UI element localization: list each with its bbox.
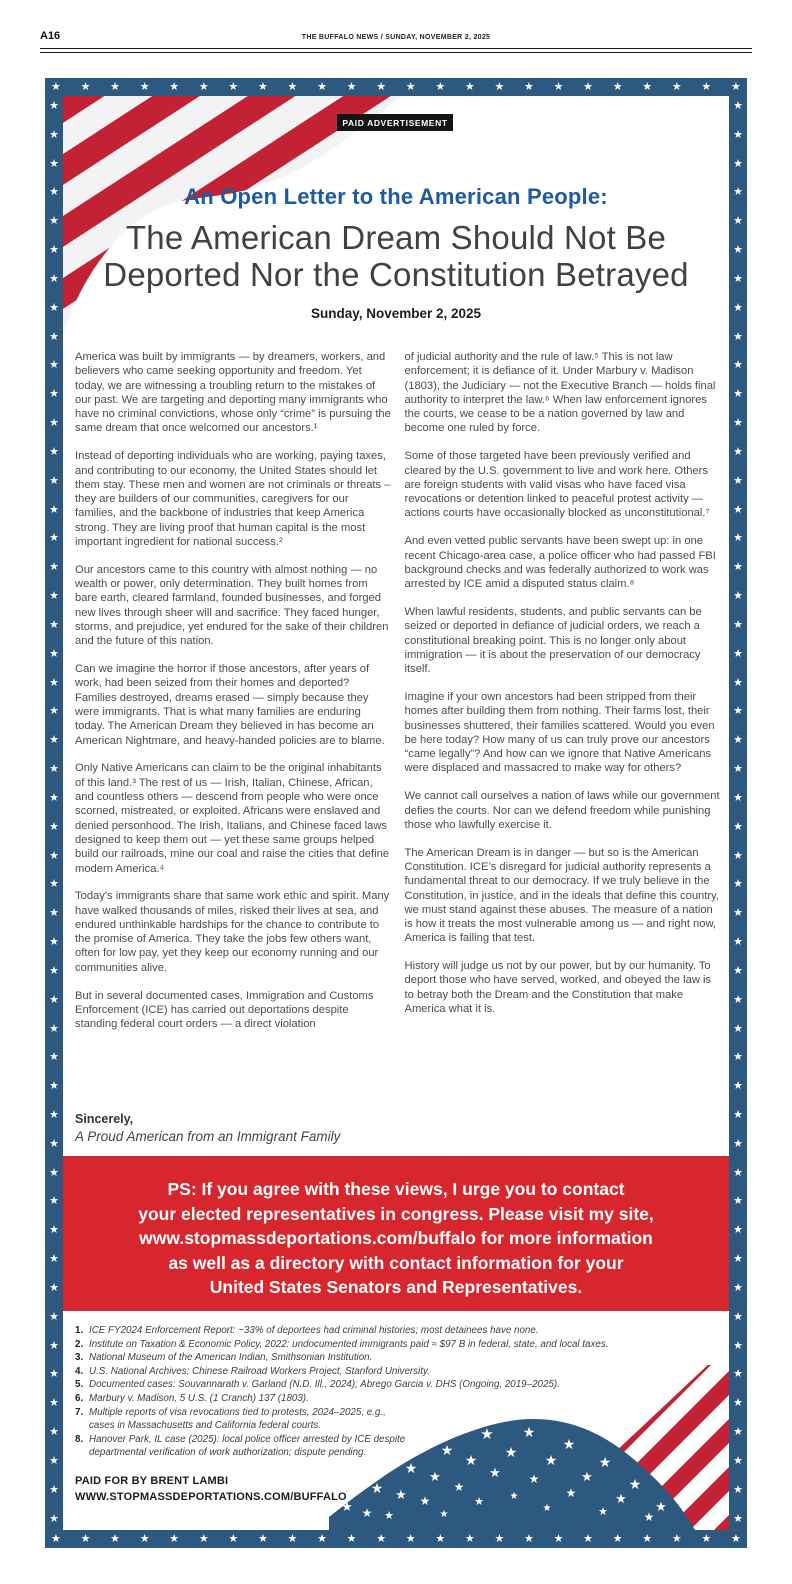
star-icon: ★ xyxy=(49,157,59,170)
paragraph: Only Native Americans can claim to be the original inhabitants of this land.³ The rest of us — Irish, Italian, Chinese, African, and countless others — descend from people who were once scorned, mistreated, or exploited. Africans were enslaved and denied personhood. The Irish, Italians, and Chinese faced laws designed to keep them out — yet these same groups helped build our railroads, mine our coal and raise the cities that define modern America.⁴ xyxy=(75,762,390,875)
paragraph: of judicial authority and the rule of law.⁵ This is not law enforcement; it is defiance of it. Under Marbury v. Madison (1803), the Judiciary — not the Executive Branch — holds final authority to interpret the law.⁶ When law enforcement ignores the courts, we cease to be a nation governed by law and become one ruled by force. xyxy=(404,351,716,435)
signoff-signature: A Proud American from an Immigrant Family xyxy=(75,1129,341,1144)
svg-text:★: ★ xyxy=(598,1454,612,1470)
svg-text:★: ★ xyxy=(628,1476,642,1492)
star-icon: ★ xyxy=(80,1532,91,1545)
paid-advertisement-label: PAID ADVERTISEMENT xyxy=(337,114,453,131)
star-icon: ★ xyxy=(494,80,505,93)
star-icon: ★ xyxy=(733,1253,743,1266)
star-icon: ★ xyxy=(733,1224,743,1237)
footnote-text: Multiple reports of visa revocations tied to protests, 2024–2025; e.g., xyxy=(89,1406,386,1418)
star-icon: ★ xyxy=(49,647,59,660)
advertisement xyxy=(45,78,747,1548)
footnote-number: 6. xyxy=(75,1392,84,1404)
star-icon: ★ xyxy=(524,80,534,93)
body-column-left xyxy=(75,350,393,1045)
star-icon: ★ xyxy=(733,791,743,804)
star-icon: ★ xyxy=(733,1022,743,1035)
footnote-text-continued: departmental verification of work authorization; dispute pending. xyxy=(89,1447,367,1459)
star-icon: ★ xyxy=(49,532,59,545)
star-icon: ★ xyxy=(733,1454,743,1467)
ps-line: as well as a directory with contact information for your xyxy=(168,1252,624,1273)
footnote-number: 3. xyxy=(75,1352,84,1364)
star-icon: ★ xyxy=(730,1532,741,1545)
star-icon: ★ xyxy=(49,590,59,603)
signoff-sincerely: Sincerely, xyxy=(75,1112,134,1126)
footnote-number: 2. xyxy=(75,1338,84,1350)
star-icon: ★ xyxy=(733,417,743,430)
star-icon: ★ xyxy=(435,1532,446,1545)
date-line: Sunday, November 2, 2025 xyxy=(310,306,482,321)
star-icon: ★ xyxy=(733,590,743,603)
star-icon: ★ xyxy=(733,474,743,487)
svg-text:★: ★ xyxy=(581,1469,593,1484)
star-icon: ★ xyxy=(49,1253,59,1266)
svg-text:★: ★ xyxy=(542,1503,552,1514)
star-icon: ★ xyxy=(139,1532,150,1545)
ps-line: PS: If you agree with these views, I urge you to contact xyxy=(167,1179,625,1199)
star-icon: ★ xyxy=(733,1051,743,1064)
star-icon: ★ xyxy=(49,618,59,631)
svg-text:★: ★ xyxy=(429,1469,441,1484)
star-icon: ★ xyxy=(346,80,357,93)
svg-text:★: ★ xyxy=(439,1509,449,1520)
star-icon: ★ xyxy=(733,705,743,718)
star-icon: ★ xyxy=(49,561,59,574)
star-icon: ★ xyxy=(405,1532,416,1545)
star-icon: ★ xyxy=(733,964,743,977)
star-icon: ★ xyxy=(701,1532,712,1545)
star-icon: ★ xyxy=(524,1532,534,1545)
svg-text:★: ★ xyxy=(528,1472,540,1486)
star-icon: ★ xyxy=(49,763,59,776)
star-icon: ★ xyxy=(169,80,180,93)
star-icon: ★ xyxy=(49,993,59,1006)
star-icon: ★ xyxy=(733,1281,743,1294)
star-icon: ★ xyxy=(49,359,59,372)
star-icon: ★ xyxy=(49,1454,59,1467)
star-icon: ★ xyxy=(733,647,743,660)
star-icon: ★ xyxy=(257,1532,268,1545)
star-icon: ★ xyxy=(49,820,59,833)
paragraph: Can we imagine the horror if those ancestors, after years of work, had been seized from their homes and deported? Families destroyed, dreams erased — simply because they were immigrants. That is what many families are enduring today. The American Dream they believed in has become an American Nightmare, and heavy-handed policies are to blame. xyxy=(75,663,385,747)
footnote-item xyxy=(75,1365,675,1379)
star-icon: ★ xyxy=(51,80,61,93)
star-icon: ★ xyxy=(733,1080,743,1093)
star-icon: ★ xyxy=(49,705,59,718)
star-icon: ★ xyxy=(733,936,743,949)
star-icon: ★ xyxy=(49,1426,59,1439)
star-icon: ★ xyxy=(317,80,327,93)
paragraph: Instead of deporting individuals who are working, paying taxes, and contributing to our economy, the United States should let them stay. These men and women are not criminals or threats – they are builders of our communities, caregivers for our families, and the backbone of industries that keep America strong. They are living proof that human capital is the most important ingredient for national success.² xyxy=(75,450,391,549)
star-icon: ★ xyxy=(228,80,239,93)
star-icon: ★ xyxy=(642,1532,653,1545)
headline-line-1: The American Dream Should Not Be xyxy=(125,219,667,256)
star-icon: ★ xyxy=(733,763,743,776)
footnote-item xyxy=(75,1351,675,1365)
star-icon: ★ xyxy=(49,388,59,401)
star-icon: ★ xyxy=(49,1368,59,1381)
svg-text:★: ★ xyxy=(565,1486,577,1500)
star-icon: ★ xyxy=(49,445,59,458)
star-icon: ★ xyxy=(612,1532,623,1545)
star-border-left xyxy=(45,96,63,1530)
svg-text:★: ★ xyxy=(419,1494,431,1508)
star-icon: ★ xyxy=(733,993,743,1006)
star-icon: ★ xyxy=(49,100,59,112)
footnote-text-continued: cases in Massachusetts and California federal courts. xyxy=(89,1420,321,1432)
star-icon: ★ xyxy=(733,301,743,314)
star-icon: ★ xyxy=(346,1532,357,1545)
ad-footer xyxy=(75,1474,347,1505)
star-icon: ★ xyxy=(553,80,564,93)
star-icon: ★ xyxy=(49,272,59,285)
paragraph: History will judge us not by our power, but by our humanity. To deport those who have served, worked, and obeyed the law is to betray both the Dream and the Constitution that make America what it is. xyxy=(404,960,712,1016)
star-icon: ★ xyxy=(110,1532,120,1545)
svg-text:★: ★ xyxy=(598,1506,608,1518)
star-icon: ★ xyxy=(49,1166,59,1179)
ps-line: your elected representatives in congress. Please visit my site, xyxy=(138,1203,654,1224)
star-icon: ★ xyxy=(733,215,743,228)
footnote-number: 1. xyxy=(75,1325,84,1336)
star-icon: ★ xyxy=(733,503,743,516)
star-icon: ★ xyxy=(139,80,150,93)
paragraph: When lawful residents, students, and public servants can be seized or deported in defiance of judicial orders, we reach a constitutional breaking point. This is no longer only about immigration — it is about the preservation of our democracy itself. xyxy=(404,605,702,676)
star-icon: ★ xyxy=(49,1108,59,1121)
footnote-number: 4. xyxy=(75,1365,84,1377)
star-icon: ★ xyxy=(49,215,59,228)
star-icon: ★ xyxy=(49,849,59,862)
svg-text:★: ★ xyxy=(615,1491,627,1506)
letter-body xyxy=(75,350,722,1045)
paragraph: America was built by immigrants — by dreamers, workers, and believers who came seeking opportunity and freedom. Yet today, we are witnessing a troubling return to the mistakes of our past. We are targeting and deporting many immigrants who have no criminal convictions, whose only “crime” is pursuing the same dream that once welcomed our ancestors.¹ xyxy=(75,351,391,435)
footnote-text: National Museum of the American Indian, Smithsonian Institution. xyxy=(89,1352,373,1364)
star-icon: ★ xyxy=(553,1532,564,1545)
star-icon: ★ xyxy=(49,1224,59,1237)
star-icon: ★ xyxy=(733,532,743,545)
footnote-item xyxy=(75,1338,675,1352)
paragraph: Some of those targeted have been previously verified and cleared by the U.S. government to live and work here. Others are foreign students with valid visas who have faced visa revocations or detention linked to peaceful protest activity — actions courts have occasionally blocked as unconstitutional.⁷ xyxy=(404,450,710,520)
paragraph: We cannot call ourselves a nation of laws while our government defies the courts. Nor can we defend freedom while punishing those who lawfully exercise it. xyxy=(404,790,720,831)
star-icon: ★ xyxy=(733,878,743,891)
star-icon: ★ xyxy=(110,80,120,93)
star-icon: ★ xyxy=(49,1310,59,1323)
star-icon: ★ xyxy=(49,417,59,430)
star-icon: ★ xyxy=(49,1080,59,1093)
star-icon: ★ xyxy=(49,128,59,141)
svg-text:★: ★ xyxy=(453,1480,465,1494)
footnote-item xyxy=(75,1406,675,1433)
signoff xyxy=(75,1112,340,1144)
star-icon: ★ xyxy=(730,80,741,93)
svg-text:★: ★ xyxy=(655,1499,667,1514)
svg-text:★: ★ xyxy=(464,1452,478,1468)
star-icon: ★ xyxy=(49,964,59,977)
footnote-item xyxy=(75,1324,675,1338)
star-icon: ★ xyxy=(49,1397,59,1410)
star-icon: ★ xyxy=(49,1051,59,1064)
star-icon: ★ xyxy=(733,1339,743,1352)
footnote-text: Institute on Taxation & Economic Policy, 2022: undocumented immigrants paid ≈ $97 B in federal, state, and local taxes. xyxy=(89,1338,609,1350)
star-icon: ★ xyxy=(671,1532,682,1545)
star-icon: ★ xyxy=(733,907,743,920)
star-icon: ★ xyxy=(583,80,593,93)
star-border-right xyxy=(729,96,747,1530)
star-icon: ★ xyxy=(733,445,743,458)
star-icon: ★ xyxy=(733,1195,743,1208)
footnotes-list xyxy=(75,1324,675,1460)
star-icon: ★ xyxy=(49,1512,59,1525)
star-icon: ★ xyxy=(49,676,59,689)
star-icon: ★ xyxy=(49,1137,59,1150)
svg-text:★: ★ xyxy=(384,1510,394,1522)
star-icon: ★ xyxy=(376,80,387,93)
star-icon: ★ xyxy=(733,1108,743,1121)
star-icon: ★ xyxy=(733,244,743,257)
star-icon: ★ xyxy=(198,80,209,93)
footnote-item xyxy=(75,1392,675,1406)
star-icon: ★ xyxy=(435,80,446,93)
star-icon: ★ xyxy=(169,1532,180,1545)
footnote-number: 8. xyxy=(75,1433,84,1445)
svg-text:★: ★ xyxy=(562,1436,576,1452)
ps-line: www.stopmassdeportations.com/buffalo for more information xyxy=(139,1228,653,1248)
paragraph: Our ancestors came to this country with almost nothing — no wealth or power, only determination. They built homes from bare earth, cleared farmland, founded businesses, and forged new lives through sheer will and sacrifice. They faced hunger, storms, and prejudice, yet endured for the sake of their children and the future of this nation. xyxy=(75,563,389,648)
star-icon: ★ xyxy=(733,388,743,401)
paragraph: Today's immigrants share that same work ethic and spirit. Many have walked thousands of miles, risked their lives at sea, and endured unthinkable hardships for the chance to contribute to the promise of America. They take the jobs few others want, often for low pay, yet they keep our economy running and our communities alive. xyxy=(75,890,390,974)
star-icon: ★ xyxy=(733,1368,743,1381)
star-icon: ★ xyxy=(228,1532,239,1545)
star-icon: ★ xyxy=(49,1195,59,1208)
star-icon: ★ xyxy=(701,80,712,93)
footnote-number: 7. xyxy=(75,1406,84,1418)
footnote-text: U.S. National Archives; Chinese Railroad Workers Project, Stanford University. xyxy=(89,1365,430,1377)
footnote-item xyxy=(75,1378,675,1392)
star-icon: ★ xyxy=(49,734,59,747)
star-icon: ★ xyxy=(49,907,59,920)
star-icon: ★ xyxy=(376,1532,387,1545)
svg-text:★: ★ xyxy=(504,1444,518,1460)
svg-text:★: ★ xyxy=(544,1452,558,1468)
star-icon: ★ xyxy=(405,80,416,93)
star-icon: ★ xyxy=(464,80,475,93)
star-icon: ★ xyxy=(733,1310,743,1323)
star-icon: ★ xyxy=(642,80,653,93)
star-icon: ★ xyxy=(198,1532,209,1545)
star-icon: ★ xyxy=(49,503,59,516)
headline-line-2: Deported Nor the Constitution Betrayed xyxy=(103,256,689,293)
title-block xyxy=(63,184,729,321)
paragraph: The American Dream is in danger — but so is the American Constitution. ICE’s disregard for judicial authority represents a fundamental threat to our democracy. If we truly believe in the Constitution, in justice, and in the ideals that define this country, we must stand against these abuses. The measure of a nation is how it treats the most vulnerable among us — and right now, America is failing that test. xyxy=(404,846,719,945)
page-number: A16 xyxy=(40,30,61,42)
star-icon: ★ xyxy=(733,1137,743,1150)
star-icon: ★ xyxy=(317,1532,327,1545)
star-icon: ★ xyxy=(733,330,743,343)
svg-text:★: ★ xyxy=(370,1480,384,1496)
svg-text:★: ★ xyxy=(480,1426,494,1443)
paragraph: Imagine if your own ancestors had been stripped from their homes after building them from nothing. Their farms lost, their businesses shuttered, their families scattered. Would you even be here today? How many of us can truly prove our ancestors “came legally”? And how can we ignore that Native Americans were displaced and massacred to make way for others? xyxy=(404,690,715,775)
star-icon: ★ xyxy=(733,128,743,141)
star-icon: ★ xyxy=(49,244,59,257)
svg-text:★: ★ xyxy=(509,1491,519,1502)
open-letter-kicker: An Open Letter to the American People: xyxy=(184,184,608,209)
star-icon: ★ xyxy=(733,1512,743,1525)
star-icon: ★ xyxy=(612,80,623,93)
headline xyxy=(63,219,729,293)
body-column-right xyxy=(405,350,723,1045)
svg-text:★: ★ xyxy=(440,1442,454,1458)
svg-text:★: ★ xyxy=(489,1465,501,1480)
star-icon: ★ xyxy=(494,1532,505,1545)
paid-for-by: PAID FOR BY BRENT LAMBI xyxy=(75,1475,229,1487)
star-icon: ★ xyxy=(49,1483,59,1496)
svg-text:★: ★ xyxy=(395,1487,407,1502)
svg-text:★: ★ xyxy=(643,1510,655,1524)
star-icon: ★ xyxy=(287,1532,298,1545)
star-icon: ★ xyxy=(49,791,59,804)
star-icon: ★ xyxy=(49,1339,59,1352)
header-rule xyxy=(40,48,752,53)
star-icon: ★ xyxy=(257,80,268,93)
star-icon: ★ xyxy=(733,1166,743,1179)
star-icon: ★ xyxy=(80,80,91,93)
star-icon: ★ xyxy=(49,936,59,949)
star-icon: ★ xyxy=(733,561,743,574)
star-icon: ★ xyxy=(733,676,743,689)
footnote-text: Marbury v. Madison, 5 U.S. (1 Cranch) 137 (1803). xyxy=(89,1392,309,1404)
star-icon: ★ xyxy=(464,1532,475,1545)
masthead: THE BUFFALO NEWS / SUNDAY, NOVEMBER 2, 2025 xyxy=(301,34,491,41)
star-border-bottom xyxy=(45,1530,747,1548)
svg-text:★: ★ xyxy=(341,1499,353,1514)
star-icon: ★ xyxy=(583,1532,593,1545)
star-icon: ★ xyxy=(733,1426,743,1439)
ps-line: United States Senators and Representatives. xyxy=(209,1277,583,1297)
svg-text:★: ★ xyxy=(522,1424,536,1440)
star-icon: ★ xyxy=(51,1532,61,1545)
footnote-text: ICE FY2024 Enforcement Report: ~33% of deportees had criminal histories; most detainees have none. xyxy=(89,1325,539,1336)
star-icon: ★ xyxy=(49,878,59,891)
star-icon: ★ xyxy=(49,474,59,487)
star-icon: ★ xyxy=(49,186,59,199)
star-icon: ★ xyxy=(733,272,743,285)
footnote-text: Hanover Park, IL case (2025): local police officer arrested by ICE despite xyxy=(89,1433,406,1445)
star-icon: ★ xyxy=(49,1022,59,1035)
star-icon: ★ xyxy=(733,820,743,833)
star-icon: ★ xyxy=(287,80,298,93)
star-border-top xyxy=(45,78,747,96)
footnote-number: 5. xyxy=(75,1379,84,1391)
star-icon: ★ xyxy=(733,734,743,747)
star-icon: ★ xyxy=(733,359,743,372)
star-icon: ★ xyxy=(49,301,59,314)
star-icon: ★ xyxy=(733,618,743,631)
star-icon: ★ xyxy=(49,1281,59,1294)
star-icon: ★ xyxy=(671,80,682,93)
paragraph: And even vetted public servants have been swept up: in one recent Chicago-area case, a police officer who had passed FBI background checks and was federally authorized to work was arrested by ICE amid a disputed status claim.⁸ xyxy=(404,535,716,591)
star-icon: ★ xyxy=(733,186,743,199)
star-icon: ★ xyxy=(733,849,743,862)
ps-callout-box xyxy=(63,1156,729,1311)
star-icon: ★ xyxy=(733,1397,743,1410)
star-icon: ★ xyxy=(733,157,743,170)
svg-text:★: ★ xyxy=(474,1496,484,1508)
svg-text:★: ★ xyxy=(361,1506,373,1520)
paragraph: But in several documented cases, Immigration and Customs Enforcement (ICE) has carried out deportations despite standing federal court orders — a direct violation xyxy=(75,989,374,1031)
footnote-item xyxy=(75,1433,675,1460)
star-icon: ★ xyxy=(733,100,743,112)
website-url: WWW.STOPMASSDEPORTATIONS.COM/BUFFALO xyxy=(75,1490,347,1503)
star-icon: ★ xyxy=(49,330,59,343)
footnote-text: Documented cases: Souvannarath v. Garland (N.D. Ill., 2024); Abrego Garcia v. DHS (Ongoing, 2019–2025). xyxy=(89,1379,560,1391)
star-icon: ★ xyxy=(733,1483,743,1496)
svg-text:★: ★ xyxy=(404,1460,418,1476)
